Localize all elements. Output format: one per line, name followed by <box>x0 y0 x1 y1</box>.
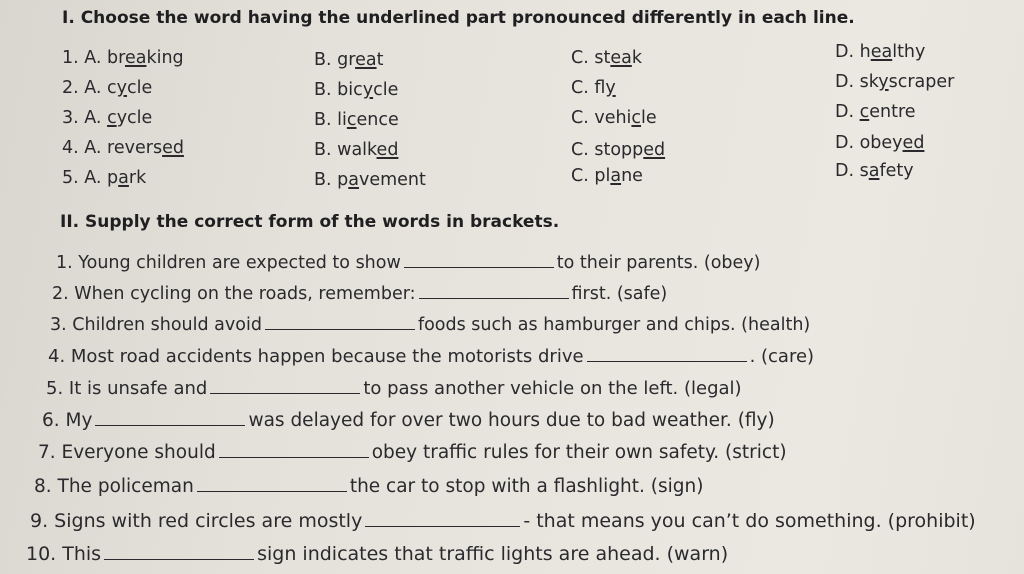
option-text: cle <box>373 80 399 100</box>
option-2-b <box>314 80 398 100</box>
exercise-item <box>38 442 787 463</box>
item-text-after: . (care) <box>749 346 815 367</box>
underlined-part: y <box>362 80 374 100</box>
option-text: lthy <box>892 42 926 62</box>
underlined-part: ea <box>870 42 893 62</box>
option-text: C. stopp <box>571 140 644 160</box>
option-text: C. fl <box>571 78 606 98</box>
item-text-after: - that means you can’t do something. (prohibit) <box>523 510 976 532</box>
underlined-part: ed <box>376 140 399 160</box>
underlined-part: ea <box>124 48 147 68</box>
answer-blank[interactable] <box>95 411 245 426</box>
option-1-d <box>835 42 925 62</box>
option-5-b <box>314 170 426 190</box>
option-5-c <box>571 166 643 186</box>
answer-blank[interactable] <box>210 379 360 394</box>
option-text: B. p <box>314 170 349 190</box>
option-3-b <box>314 110 399 130</box>
exercise-item <box>42 410 775 431</box>
option-4-a <box>62 138 184 158</box>
item-text-before: 8. The policeman <box>34 476 194 497</box>
underlined-part: ed <box>162 138 184 158</box>
item-text-after: sign indicates that traffic lights are ahead. (warn) <box>257 543 729 565</box>
underlined-part: ea <box>355 50 377 70</box>
exercise-item <box>26 543 728 565</box>
section-2-title: II. Supply the correct form of the words in brackets. <box>60 212 560 232</box>
item-text-before: 5. It is unsafe and <box>46 378 208 399</box>
item-text-after: to pass another vehicle on the left. (legal) <box>363 378 742 399</box>
option-text: t <box>376 50 384 70</box>
option-1-b <box>314 50 383 70</box>
underlined-part: c <box>631 108 642 128</box>
exercise-item <box>30 510 976 532</box>
option-1-a <box>62 48 184 68</box>
item-text-after: foods such as hamburger and chips. (health) <box>417 315 811 335</box>
option-text: rk <box>128 168 147 188</box>
option-3-d <box>835 102 916 122</box>
item-text-before: 7. Everyone should <box>38 442 216 463</box>
option-text: C. st <box>571 48 611 68</box>
option-4-d <box>835 133 924 153</box>
option-text: k <box>631 48 642 68</box>
exercise-item <box>34 476 703 497</box>
option-text: 2. A. c <box>62 78 117 98</box>
option-text: B. gr <box>314 50 356 70</box>
underlined-part: a <box>610 166 622 186</box>
option-4-c <box>571 140 665 160</box>
underlined-part: a <box>868 161 880 181</box>
option-text: D. <box>835 102 860 122</box>
option-text: B. li <box>314 110 347 130</box>
answer-blank[interactable] <box>104 545 254 560</box>
exercise-item <box>52 284 667 304</box>
item-text-after: the car to stop with a flashlight. (sign) <box>349 476 704 497</box>
option-5-a <box>62 168 146 188</box>
option-text: D. sk <box>835 72 879 92</box>
exercise-item <box>46 378 742 399</box>
option-text: le <box>641 108 657 128</box>
item-text-before: 9. Signs with red circles are mostly <box>30 510 363 532</box>
option-text: 3. A. <box>62 108 108 128</box>
answer-blank[interactable] <box>197 477 347 492</box>
option-text: ne <box>621 166 643 186</box>
option-text: D. h <box>835 42 871 62</box>
underlined-part: c <box>859 102 870 122</box>
underlined-part: c <box>107 108 117 128</box>
item-text-after: was delayed for over two hours due to bad weather. (fly) <box>248 410 775 431</box>
exercise-item <box>56 253 760 273</box>
option-text: fety <box>879 161 914 181</box>
underlined-part: ed <box>902 133 925 153</box>
option-text: ence <box>356 110 399 130</box>
option-2-a <box>62 78 152 98</box>
underlined-part: y <box>116 78 128 98</box>
option-text: B. bic <box>314 80 363 100</box>
option-text: entre <box>869 102 916 122</box>
option-5-d <box>835 161 914 181</box>
answer-blank[interactable] <box>404 253 554 268</box>
item-text-before: 6. My <box>42 410 93 431</box>
item-text-before: 2. When cycling on the roads, remember: <box>52 284 416 304</box>
exercise-item <box>50 315 810 335</box>
option-text: D. s <box>835 161 869 181</box>
option-text: vement <box>358 170 426 190</box>
underlined-part: a <box>348 170 359 190</box>
section-1-title: I. Choose the word having the underlined part pronounced differently in each line. <box>62 8 855 28</box>
option-text: cle <box>127 78 153 98</box>
answer-blank[interactable] <box>587 347 747 362</box>
item-text-before: 4. Most road accidents happen because the motorists drive <box>48 346 584 367</box>
answer-blank[interactable] <box>219 443 369 458</box>
option-1-c <box>571 48 642 68</box>
option-text: D. obey <box>835 133 903 153</box>
option-text: C. vehi <box>571 108 632 128</box>
item-text-before: 3. Children should avoid <box>50 315 262 335</box>
answer-blank[interactable] <box>419 284 569 299</box>
underlined-part: ea <box>610 48 632 68</box>
exercise-item <box>48 346 814 367</box>
item-text-before: 10. This <box>26 543 102 565</box>
option-text: king <box>146 48 184 68</box>
item-text-before: 1. Young children are expected to show <box>56 253 401 273</box>
option-2-d <box>835 72 954 92</box>
underlined-part: y <box>605 78 616 98</box>
item-text-after: obey traffic rules for their own safety. (strict) <box>371 442 787 463</box>
option-text: B. walk <box>314 140 377 160</box>
answer-blank[interactable] <box>365 512 520 527</box>
option-text: 5. A. p <box>62 168 119 188</box>
item-text-after: to their parents. (obey) <box>556 253 761 273</box>
option-4-b <box>314 140 398 160</box>
underlined-part: ed <box>643 140 666 160</box>
option-text: ycle <box>116 108 153 128</box>
option-text: 1. A. br <box>62 48 125 68</box>
option-text: 4. A. revers <box>62 138 163 158</box>
answer-blank[interactable] <box>265 315 415 330</box>
option-text: scraper <box>888 72 955 92</box>
option-3-a <box>62 108 152 128</box>
underlined-part: y <box>878 72 889 92</box>
option-2-c <box>571 78 616 98</box>
underlined-part: a <box>118 168 129 188</box>
option-3-c <box>571 108 657 128</box>
item-text-after: first. (safe) <box>571 284 668 304</box>
option-text: C. pl <box>571 166 611 186</box>
underlined-part: c <box>346 110 357 130</box>
